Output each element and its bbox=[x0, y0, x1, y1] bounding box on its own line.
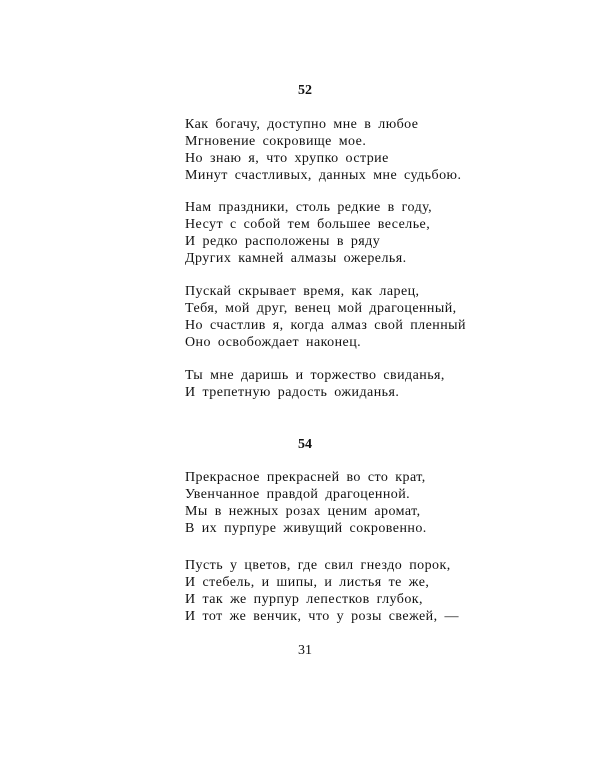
verse-line: Мы в нежных розах ценим аромат, bbox=[185, 504, 421, 519]
verse-line: Пусть у цветов, где свил гнездо порок, bbox=[185, 558, 451, 573]
verse-line: Но счастлив я, когда алмаз свой пленный bbox=[185, 318, 466, 333]
verse-line: Минут счастливых, данных мне судьбою. bbox=[185, 168, 462, 183]
verse-line: Оно освобождает наконец. bbox=[185, 335, 362, 350]
verse-line: Прекрасное прекрасней во сто крат, bbox=[185, 470, 426, 485]
stanza bbox=[185, 469, 427, 537]
verse-line: Других камней алмазы ожерелья. bbox=[185, 251, 407, 266]
stanza bbox=[185, 199, 432, 267]
verse-line: Нам праздники, столь редкие в году, bbox=[185, 200, 433, 215]
verse-line: И стебель, и шипы, и листья те же, bbox=[185, 575, 430, 590]
verse-line: Несут с собой тем большее веселье, bbox=[185, 217, 431, 232]
verse-line: В их пурпуре живущий сокровенно. bbox=[185, 521, 427, 536]
verse-line: И так же пурпур лепестков глубок, bbox=[185, 592, 423, 607]
verse-line: Как богачу, доступно мне в любое bbox=[185, 117, 419, 132]
stanza bbox=[185, 116, 461, 184]
sonnet-heading: 52 bbox=[298, 83, 312, 98]
verse-line: Пускай скрывает время, как ларец, bbox=[185, 284, 420, 299]
verse-line: Мгновение сокровище мое. bbox=[185, 134, 367, 149]
page-number: 31 bbox=[298, 643, 312, 658]
stanza bbox=[185, 557, 459, 625]
verse-line: И трепетную радость ожиданья. bbox=[185, 385, 400, 400]
sonnet-heading: 54 bbox=[298, 437, 312, 452]
verse-line: Увенчанное правдой драгоценной. bbox=[185, 487, 411, 502]
verse-line: Ты мне даришь и торжество свиданья, bbox=[185, 368, 445, 383]
verse-line: Тебя, мой друг, венец мой драгоценный, bbox=[185, 301, 457, 316]
verse-line: И тот же венчик, что у розы свежей, — bbox=[185, 609, 459, 624]
stanza bbox=[185, 283, 466, 351]
stanza bbox=[185, 367, 445, 401]
verse-line: Но знаю я, что хрупко острие bbox=[185, 151, 389, 166]
verse-line: И редко расположены в ряду bbox=[185, 234, 381, 249]
